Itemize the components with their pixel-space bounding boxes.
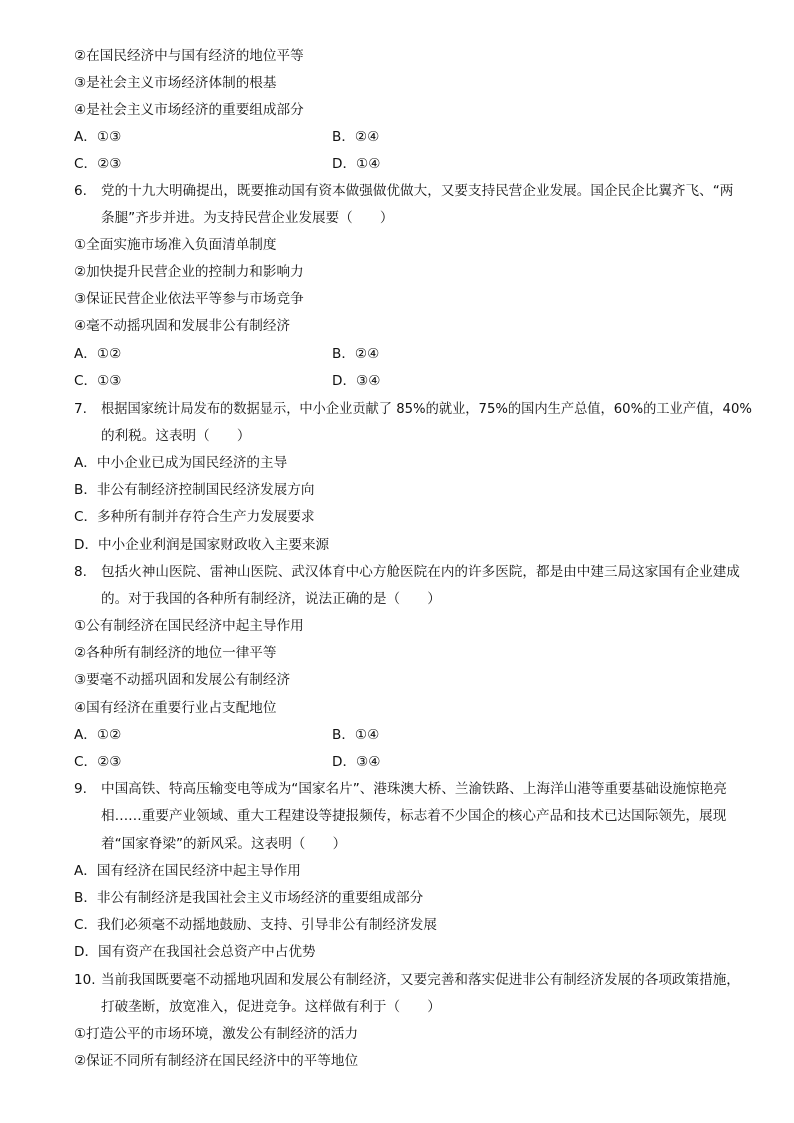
option-d: D．③④ bbox=[332, 373, 381, 389]
statement-item: ②在国民经济中与国有经济的地位平等 bbox=[74, 48, 304, 64]
option-b: B．非公有制经济是我国社会主义市场经济的重要组成部分 bbox=[74, 890, 424, 906]
option-a: A．①③ bbox=[74, 129, 122, 145]
question-stem: 根据国家统计局发布的数据显示，中小企业贡献了 85%的就业，75%的国内生产总值，60%的工业产值，40% bbox=[101, 401, 752, 417]
statement-item: ③是社会主义市场经济体制的根基 bbox=[74, 75, 277, 91]
statement-item: ②保证不同所有制经济在国民经济中的平等地位 bbox=[74, 1053, 359, 1069]
statement-item: ④国有经济在重要行业占支配地位 bbox=[74, 700, 277, 716]
question-number: 6. bbox=[74, 183, 87, 199]
option-c: C．②③ bbox=[74, 156, 122, 172]
option-d: D．中小企业利润是国家财政收入主要来源 bbox=[74, 537, 330, 553]
option-d: D．国有资产在我国社会总资产中占优势 bbox=[74, 944, 316, 960]
question-stem: 的。对于我国的各种所有制经济，说法正确的是（ ） bbox=[101, 591, 441, 607]
option-c: C．多种所有制并存符合生产力发展要求 bbox=[74, 509, 315, 525]
option-b: B．非公有制经济控制国民经济发展方向 bbox=[74, 482, 315, 498]
question-number: 8. bbox=[74, 564, 87, 580]
statement-item: ①打造公平的市场环境，激发公有制经济的活力 bbox=[74, 1026, 359, 1042]
question-number: 7. bbox=[74, 401, 87, 417]
question-stem: 当前我国既要毫不动摇地巩固和发展公有制经济，又要完善和落实促进非公有制经济发展的各项政策措施， bbox=[101, 972, 740, 988]
option-d: D．①④ bbox=[332, 156, 381, 172]
statement-item: ④是社会主义市场经济的重要组成部分 bbox=[74, 102, 304, 118]
question-number: 10. bbox=[74, 972, 96, 988]
option-a: A．中小企业已成为国民经济的主导 bbox=[74, 455, 288, 471]
option-a: A．①② bbox=[74, 346, 122, 362]
question-stem: 包括火神山医院、雷神山医院、武汉体育中心方舱医院在内的许多医院，都是由中建三局这家国有企业建成 bbox=[101, 564, 740, 580]
option-c: C．我们必须毫不动摇地鼓励、支持、引导非公有制经济发展 bbox=[74, 917, 437, 933]
question-stem: 中国高铁、特高压输变电等成为“国家名片”、港珠澳大桥、兰渝铁路、上海洋山港等重要基础设施惊艳亮 bbox=[101, 781, 727, 797]
option-c: C．②③ bbox=[74, 754, 122, 770]
option-d: D．③④ bbox=[332, 754, 381, 770]
statement-item: ③要毫不动摇巩固和发展公有制经济 bbox=[74, 672, 291, 688]
question-stem: 党的十九大明确提出，既要推动国有资本做强做优做大，又要支持民营企业发展。国企民企比翼齐飞、“两 bbox=[101, 183, 734, 199]
option-b: B．②④ bbox=[332, 346, 380, 362]
question-stem: 的利税。这表明（ ） bbox=[101, 428, 251, 444]
option-a: A．①② bbox=[74, 727, 122, 743]
question-stem: 相……重要产业领域、重大工程建设等捷报频传，标志着不少国企的核心产品和技术已达国际领先，展现 bbox=[101, 808, 727, 824]
option-b: B．①④ bbox=[332, 727, 380, 743]
question-stem: 条腿”齐步并进。为支持民营企业发展要（ ） bbox=[101, 210, 394, 226]
question-stem: 着“国家脊梁”的新风采。这表明（ ） bbox=[101, 836, 347, 852]
statement-item: ①公有制经济在国民经济中起主导作用 bbox=[74, 618, 304, 634]
statement-item: ②各种所有制经济的地位一律平等 bbox=[74, 645, 277, 661]
question-stem: 打破垄断，放宽准入，促进竞争。这样做有利于（ ） bbox=[101, 999, 441, 1015]
option-b: B．②④ bbox=[332, 129, 380, 145]
statement-item: ①全面实施市场准入负面清单制度 bbox=[74, 237, 277, 253]
statement-item: ④毫不动摇巩固和发展非公有制经济 bbox=[74, 318, 291, 334]
question-number: 9. bbox=[74, 781, 87, 797]
statement-item: ②加快提升民营企业的控制力和影响力 bbox=[74, 264, 304, 280]
statement-item: ③保证民营企业依法平等参与市场竞争 bbox=[74, 291, 304, 307]
option-c: C．①③ bbox=[74, 373, 122, 389]
option-a: A．国有经济在国民经济中起主导作用 bbox=[74, 863, 301, 879]
